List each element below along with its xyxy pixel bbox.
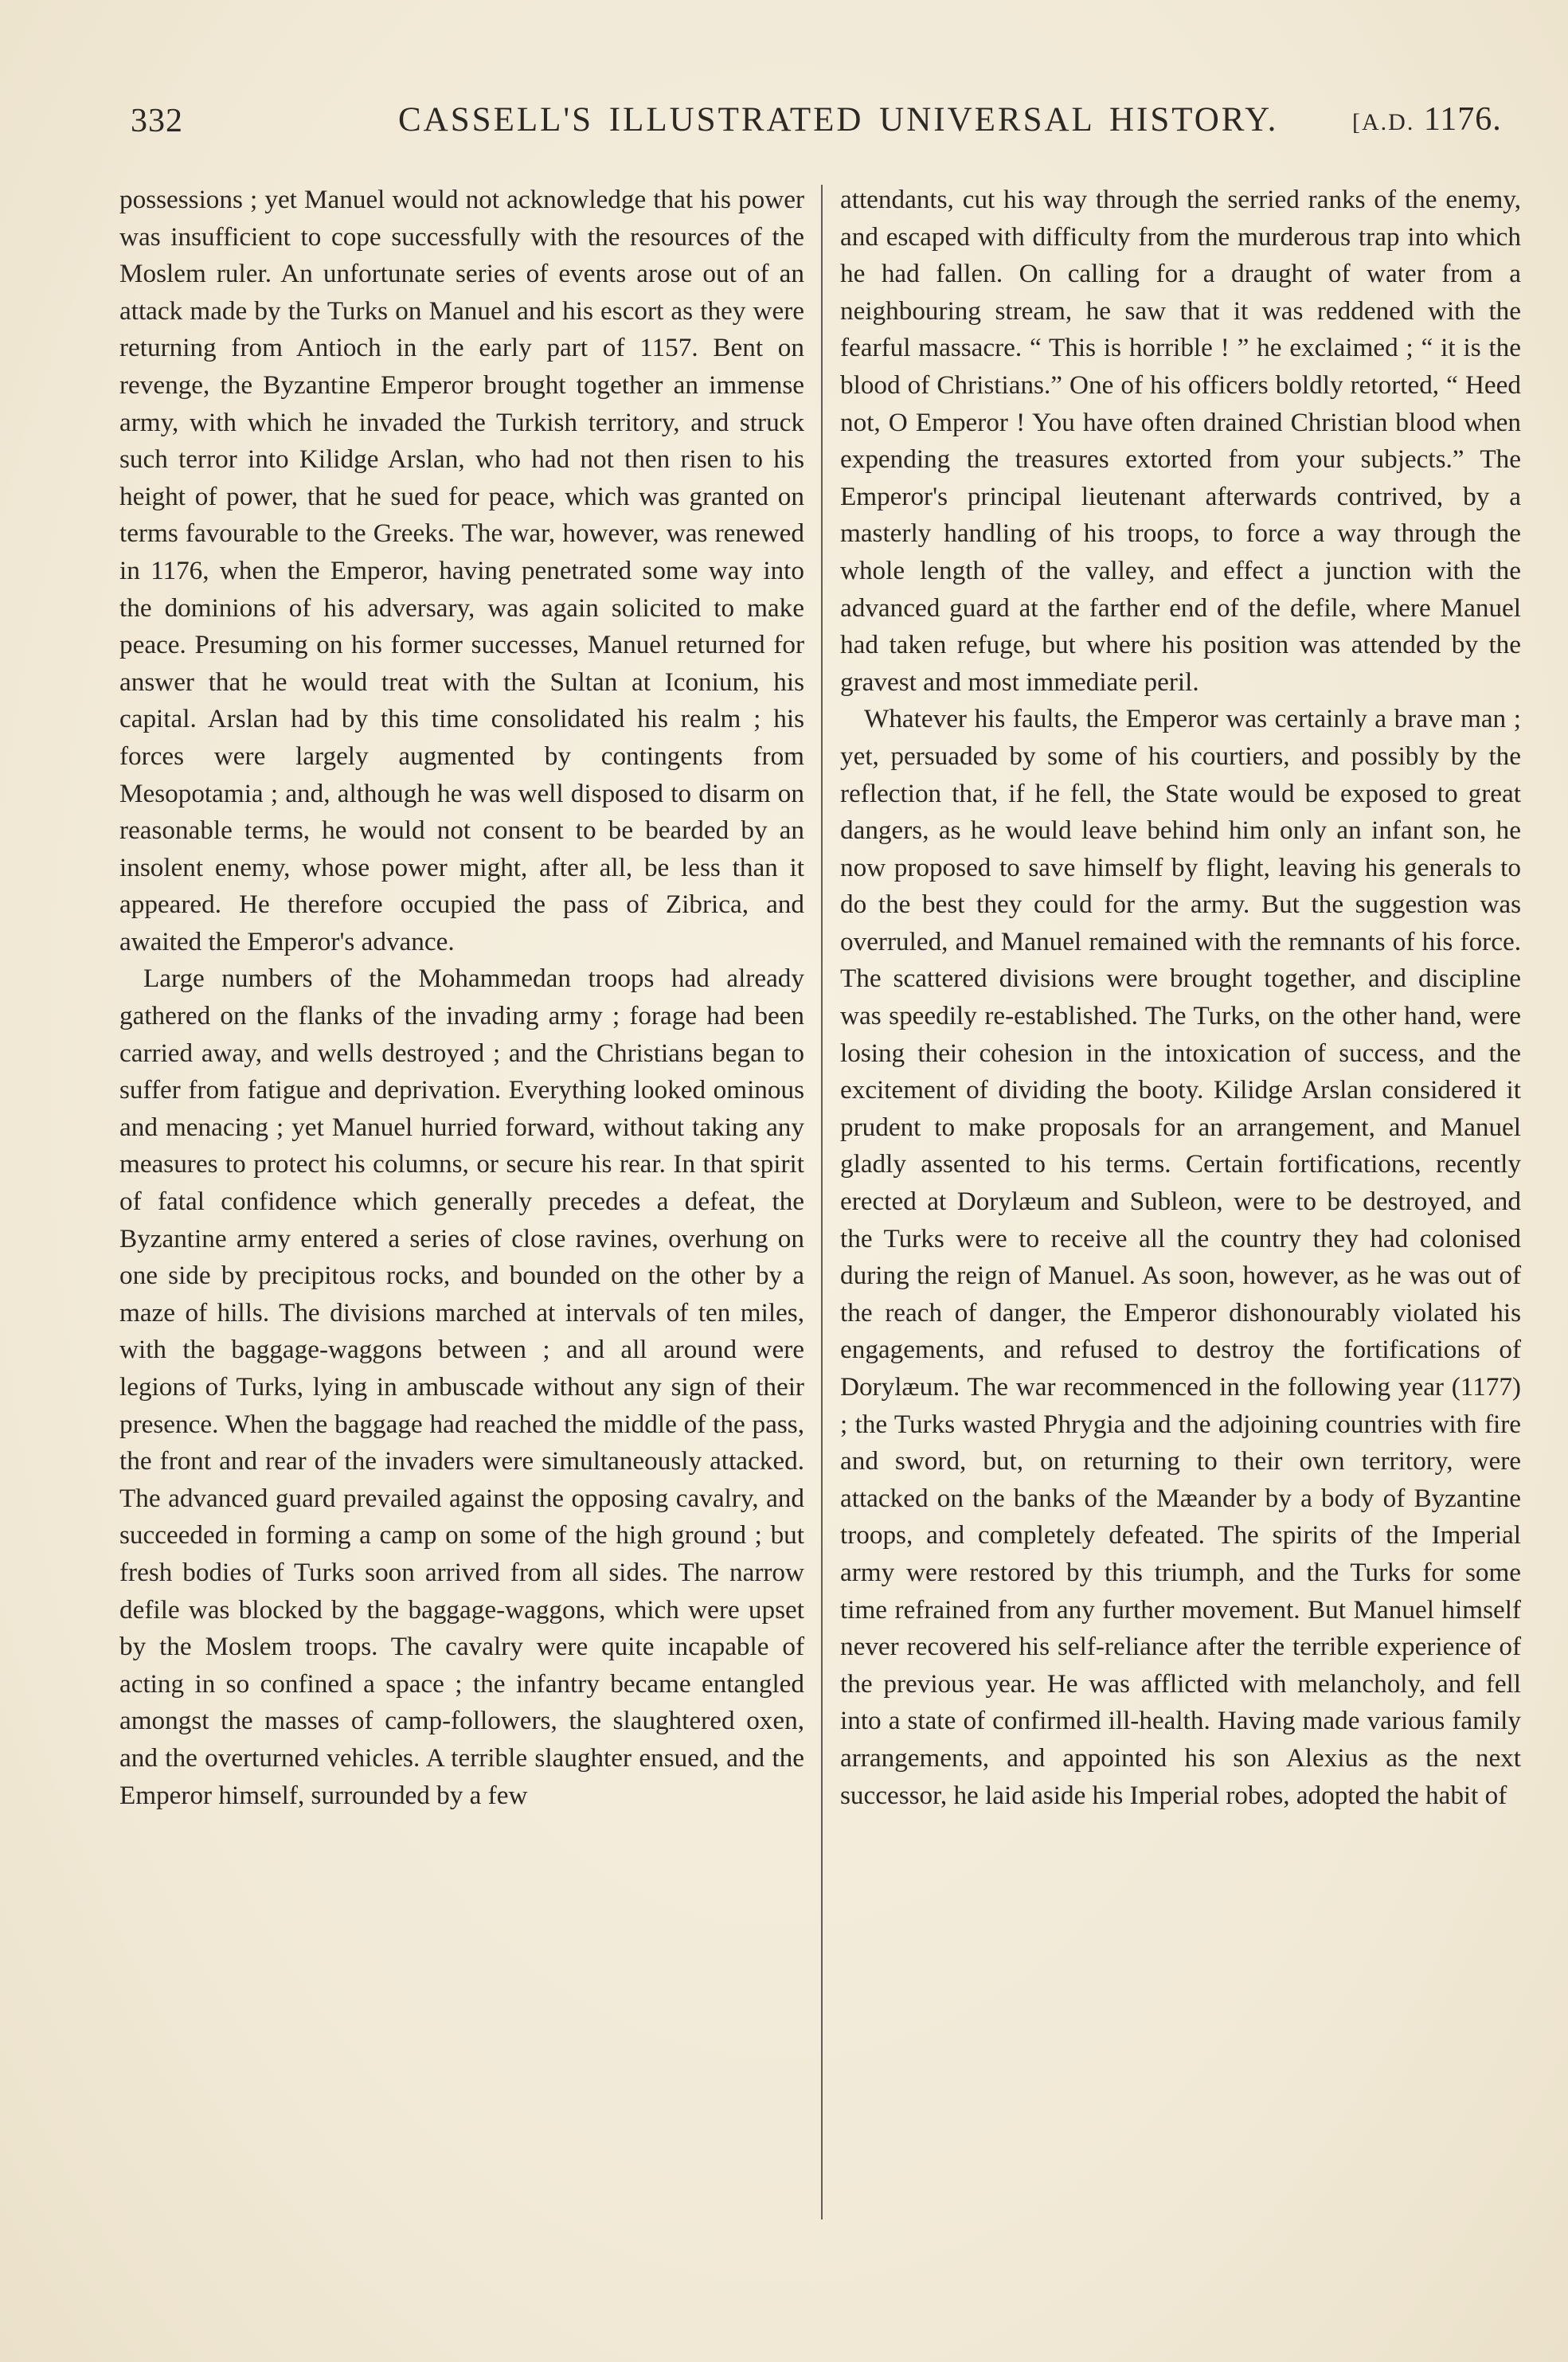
paragraph: Large numbers of the Mohammedan troops had already gathered on the flanks of the invading army ; forage had been carried away, and wells destroyed ; and the Christians began to suffer from fatigue and deprivation. Everything looked ominous and menacing ; yet Manuel hurried forward, without taking any measures to protect his columns, or secure his rear. In that spirit of fatal confidence which generally precedes a defeat, the Byzantine army entered a series of close ravines, overhung on one side by precipitous rocks, and bounded on the other by a maze of hills. The divisions marched at intervals of ten miles, with the baggage-waggons between ; and all around were legions of Turks, lying in ambuscade without any sign of their presence. When the baggage had reached the middle of the pass, the front and rear of the invaders were simultaneously attacked. The advanced guard prevailed against the opposing cavalry, and succeeded in forming a camp on some of the high ground ; but fresh bodies of Turks soon arrived from all sides. The narrow defile was blocked by the baggage-waggons, which were upset by the Moslem troops. The cavalry were quite incapable of acting in so confined a space ; the infantry became entangled amongst the masses of camp-followers, the slaughtered oxen, and the overturned vehicles. A terrible slaughter ensued, and the Emperor himself, surrounded by a few bbox=[119, 964, 804, 1810]
paragraph: Whatever his faults, the Emperor was certainly a brave man ; yet, persuaded by some of his courtiers, and possibly by the reflection that, if he fell, the State would be exposed to great dangers, as he would leave behind him only an infant son, he now proposed to save himself by flight, leaving his generals to do the best they could for the army. But the suggestion was overruled, and Manuel remained with the remnants of his force. The scattered divisions were brought together, and discipline was speedily re-established. The Turks, on the other hand, were losing their cohesion in the intoxication of success, and the excitement of dividing the booty. Kilidge Arslan considered it prudent to make proposals for an arrangement, and Manuel gladly assented to his terms. Certain fortifications, recently erected at Dorylæum and Subleon, were to be destroyed, and the Turks were to receive all the country they had colonised during the reign of Manuel. As soon, however, as he was out of the reach of danger, the Emperor dishonourably violated his engagements, and refused to destroy the fortifications of Dorylæum. The war recommenced in the following year (1177) ; the Turks wasted Phrygia and the adjoining countries with fire and sword, but, on returning to their own territory, were attacked on the banks of the Mæander by a body of Byzantine troops, and completely defeated. The spirits of the Imperial army were restored by this triumph, and the Turks for some time refrained from any further movement. But Manuel himself never recovered his self-reliance after the terrible experience of the previous year. He was afflicted with melancholy, and fell into a state of confirmed ill-health. Having made various family arrangements, and appointed his son Alexius as the next successor, he laid aside his Imperial robes, adopted the habit of bbox=[840, 704, 1521, 1810]
date-prefix: [A.D. bbox=[1352, 109, 1415, 135]
page-header bbox=[119, 94, 1553, 150]
date-tag bbox=[1352, 100, 1502, 139]
page-number: 332 bbox=[131, 103, 183, 139]
paragraph: attendants, cut his way through the serried ranks of the enemy, and escaped with difficulty from the murderous trap into which he had fallen. On calling for a draught of water from a neighbouring stream, he saw that it was reddened with the fearful massacre. “ This is horrible ! ” he exclaimed ; “ it is the blood of Christians.” One of his officers boldly retorted, “ Heed not, O Emperor ! You have often drained Christian blood when expending the treasures extorted from your subjects.” The Emperor's principal lieutenant afterwards contrived, by a masterly handling of his troops, to force a way through the whole length of the valley, and effect a junction with the advanced guard at the farther end of the defile, where Manuel had taken refuge, but where his position was attended by the gravest and most immediate peril. bbox=[840, 185, 1521, 697]
right-column bbox=[840, 182, 1521, 1814]
paragraph: possessions ; yet Manuel would not acknowledge that his power was insufficient to cope successfully with the resources of the Moslem ruler. An unfortunate series of events arose out of an attack made by the Turks on Manuel and his escort as they were returning from Antioch in the early part of 1157. Bent on revenge, the Byzantine Emperor brought together an immense army, with which he invaded the Turkish territory, and struck such terror into Kilidge Arslan, who had not then risen to his height of power, that he sued for peace, which was granted on terms favourable to the Greeks. The war, however, was renewed in 1176, when the Emperor, having penetrated some way into the dominions of his adversary, was again solicited to make peace. Presuming on his former successes, Manuel returned for answer that he would treat with the Sultan at Iconium, his capital. Arslan had by this time consolidated his realm ; his forces were largely augmented by contingents from Mesopotamia ; and, although he was well disposed to disarm on reasonable terms, he would not consent to be bearded by an insolent enemy, whose power might, after all, be less than it appeared. He therefore occupied the pass of Zibrica, and awaited the Emperor's advance. bbox=[119, 185, 804, 956]
running-title: CASSELL'S ILLUSTRATED UNIVERSAL HISTORY. bbox=[398, 101, 1279, 139]
column-divider bbox=[821, 185, 823, 2219]
left-column bbox=[119, 182, 804, 1814]
date-year: 1176. bbox=[1414, 101, 1502, 138]
